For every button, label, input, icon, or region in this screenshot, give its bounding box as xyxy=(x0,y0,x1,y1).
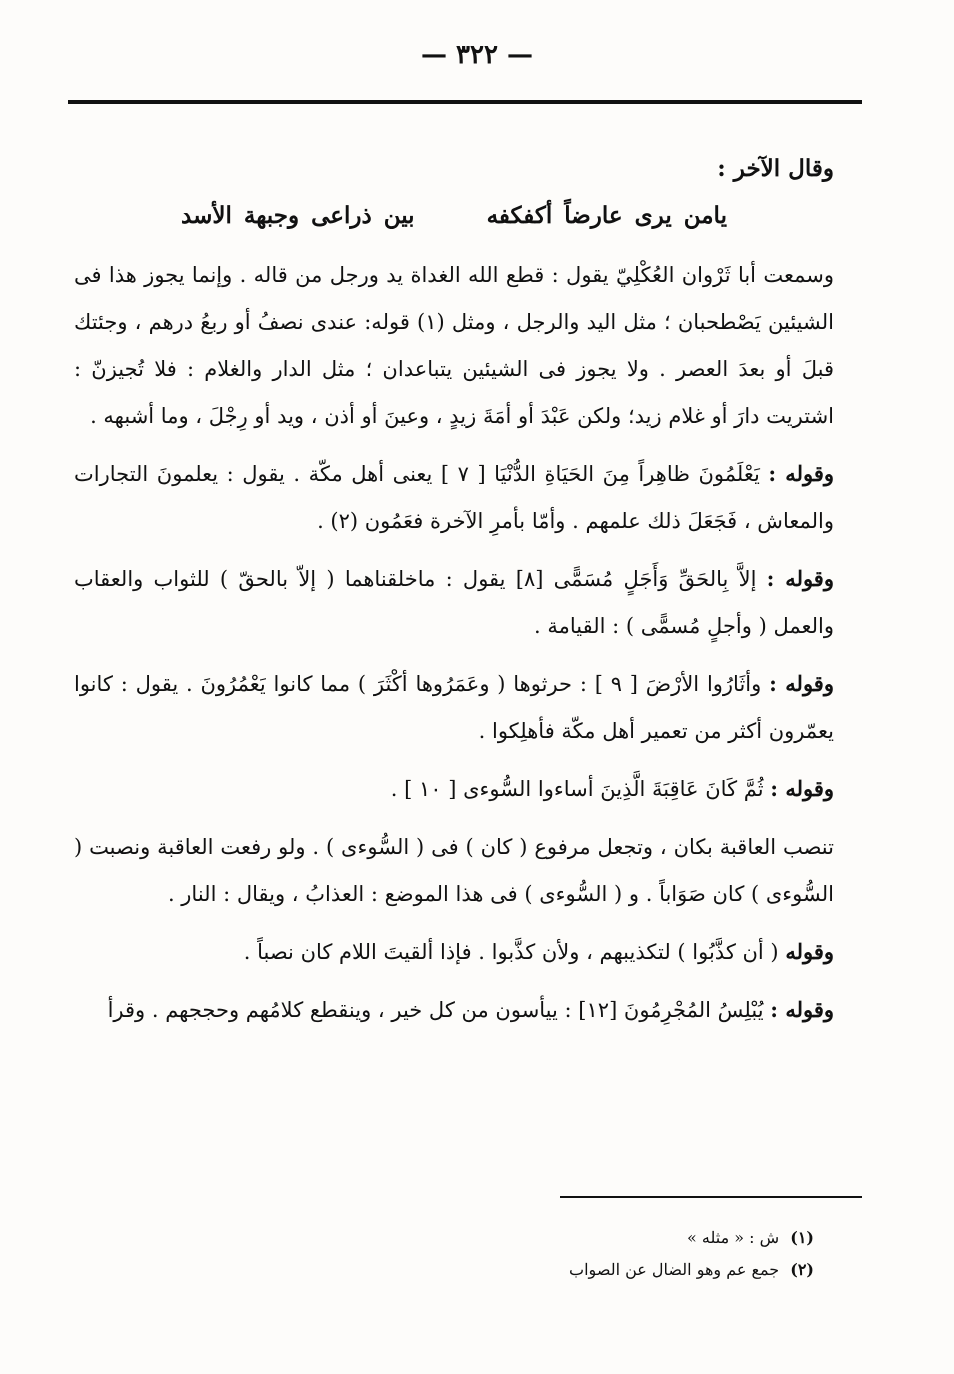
verse-first-hemistich: يامن يرى عارضاً أكفكفه xyxy=(486,202,727,229)
paragraph-text: يُبْلِسُ المُجْرِمُونَ [١٢] : ييأسون من كل خير ، وينقطع كلامُهم وحججهم . وقرأ xyxy=(107,998,764,1022)
footnote-number: (٢) xyxy=(790,1260,814,1279)
paragraph xyxy=(74,555,834,650)
paragraph xyxy=(74,823,834,918)
paragraph xyxy=(74,660,834,755)
paragraph-lead: وقوله : xyxy=(770,776,834,801)
footnote-text: ش : « مثله » xyxy=(687,1228,780,1247)
footnote-number: (١) xyxy=(790,1228,814,1247)
section-heading: وقال الآخر : xyxy=(717,155,834,182)
paragraph-lead: وقوله : xyxy=(768,461,834,486)
paragraph-text: ( أن كذَّبُوا ) لتكذيبهم ، ولأن كذَّبوا . فإذا ألقيتَ اللام كان نصباً . xyxy=(243,940,779,964)
paragraph-lead: وقوله xyxy=(785,939,834,964)
footnotes xyxy=(74,1222,814,1286)
header-rule xyxy=(68,100,862,104)
paragraph-text: تنصب العاقبة بكان ، وتجعل مرفوع ( كان ) فى ( السُّوءى ) . ولو رفعت العاقبة ونصبت ( السُّوءى ) كان صَوَاباً . و ( السُّوءى ) فى هذا الموضع : العذابُ ، ويقال : النار . xyxy=(74,835,834,906)
paragraph xyxy=(74,251,834,440)
footnote xyxy=(74,1254,814,1286)
paragraph-lead: وقوله : xyxy=(766,566,834,591)
footnote-rule xyxy=(560,1196,862,1198)
paragraph-text: ثُمَّ كَانَ عَاقِبَةَ الَّذِينَ أساءوا السُّوءى [ ١٠ ] . xyxy=(390,777,764,801)
footnote xyxy=(74,1222,814,1254)
paragraph xyxy=(74,450,834,545)
paragraph xyxy=(74,928,834,976)
paragraph xyxy=(74,765,834,813)
footnote-text: جمع عم وهو الضال عن الصواب xyxy=(569,1260,780,1279)
poem-verse xyxy=(74,192,834,239)
paragraph-lead: وقوله : xyxy=(770,997,834,1022)
paragraph-text: إلاَّ بِالحَقِّ وَأَجَلٍ مُسَمًّى [٨] يقول : ماخلقناهما ( إلاّ بالحقّ ) للثواب والعقاب والعمل ( وأجلٍ مُسمًّى ) : القيامة . xyxy=(74,567,834,638)
paragraph-text: يَعْلَمُونَ ظاهِراً مِنَ الحَيَاةِ الدُّنْيَا [ ٧ ] يعنى أهل مكّة . يقول : يعلمونَ التجارات والمعاش ، فَجَعَلَ ذلك علمهم . وأمّا بأمرِ الآخرة فعَمُون (٢) . xyxy=(74,462,834,533)
page-number: — ٣٢٢ — xyxy=(420,40,534,70)
paragraph-text: وسمعت أبا ثَرْوان العُكْلِيّ يقول : قطع الله الغداة يد ورجل من قاله . وإنما يجوز هذا فى الشيئين يَصْطحبان ؛ مثل اليد والرجل ، ومثل (١) قوله: عندى نصفُ أو ربعُ درهم ، وجئتك قبلَ أو بعدَ العصر . ولا يجوز فى الشيئين يتباعدان ؛ مثل الدار والغلام : فلا تُجيزنّ : اشتريت دارَ أو غلام زيد؛ ولكن عَبْدَ أو أمَةَ زيدٍ ، وعينَ أو أذن ، ويد أو رِجْلَ ، وما أشبهه . xyxy=(74,263,834,428)
paragraph-lead: وقوله : xyxy=(769,671,834,696)
paragraph-text: وأثَارُوا الأرْضَ [ ٩ ] : حرثوها ( وعَمَرُوها أكْثَرَ ) مما كانوا يَعْمُرُونَ . يقول : كانوا يعمّرون أكثر من تعمير أهل مكّة فأهلِكوا . xyxy=(74,672,834,743)
paragraph xyxy=(74,986,834,1034)
main-text xyxy=(74,145,834,1044)
verse-second-hemistich: بين ذراعى وجبهة الأسد xyxy=(181,202,415,229)
